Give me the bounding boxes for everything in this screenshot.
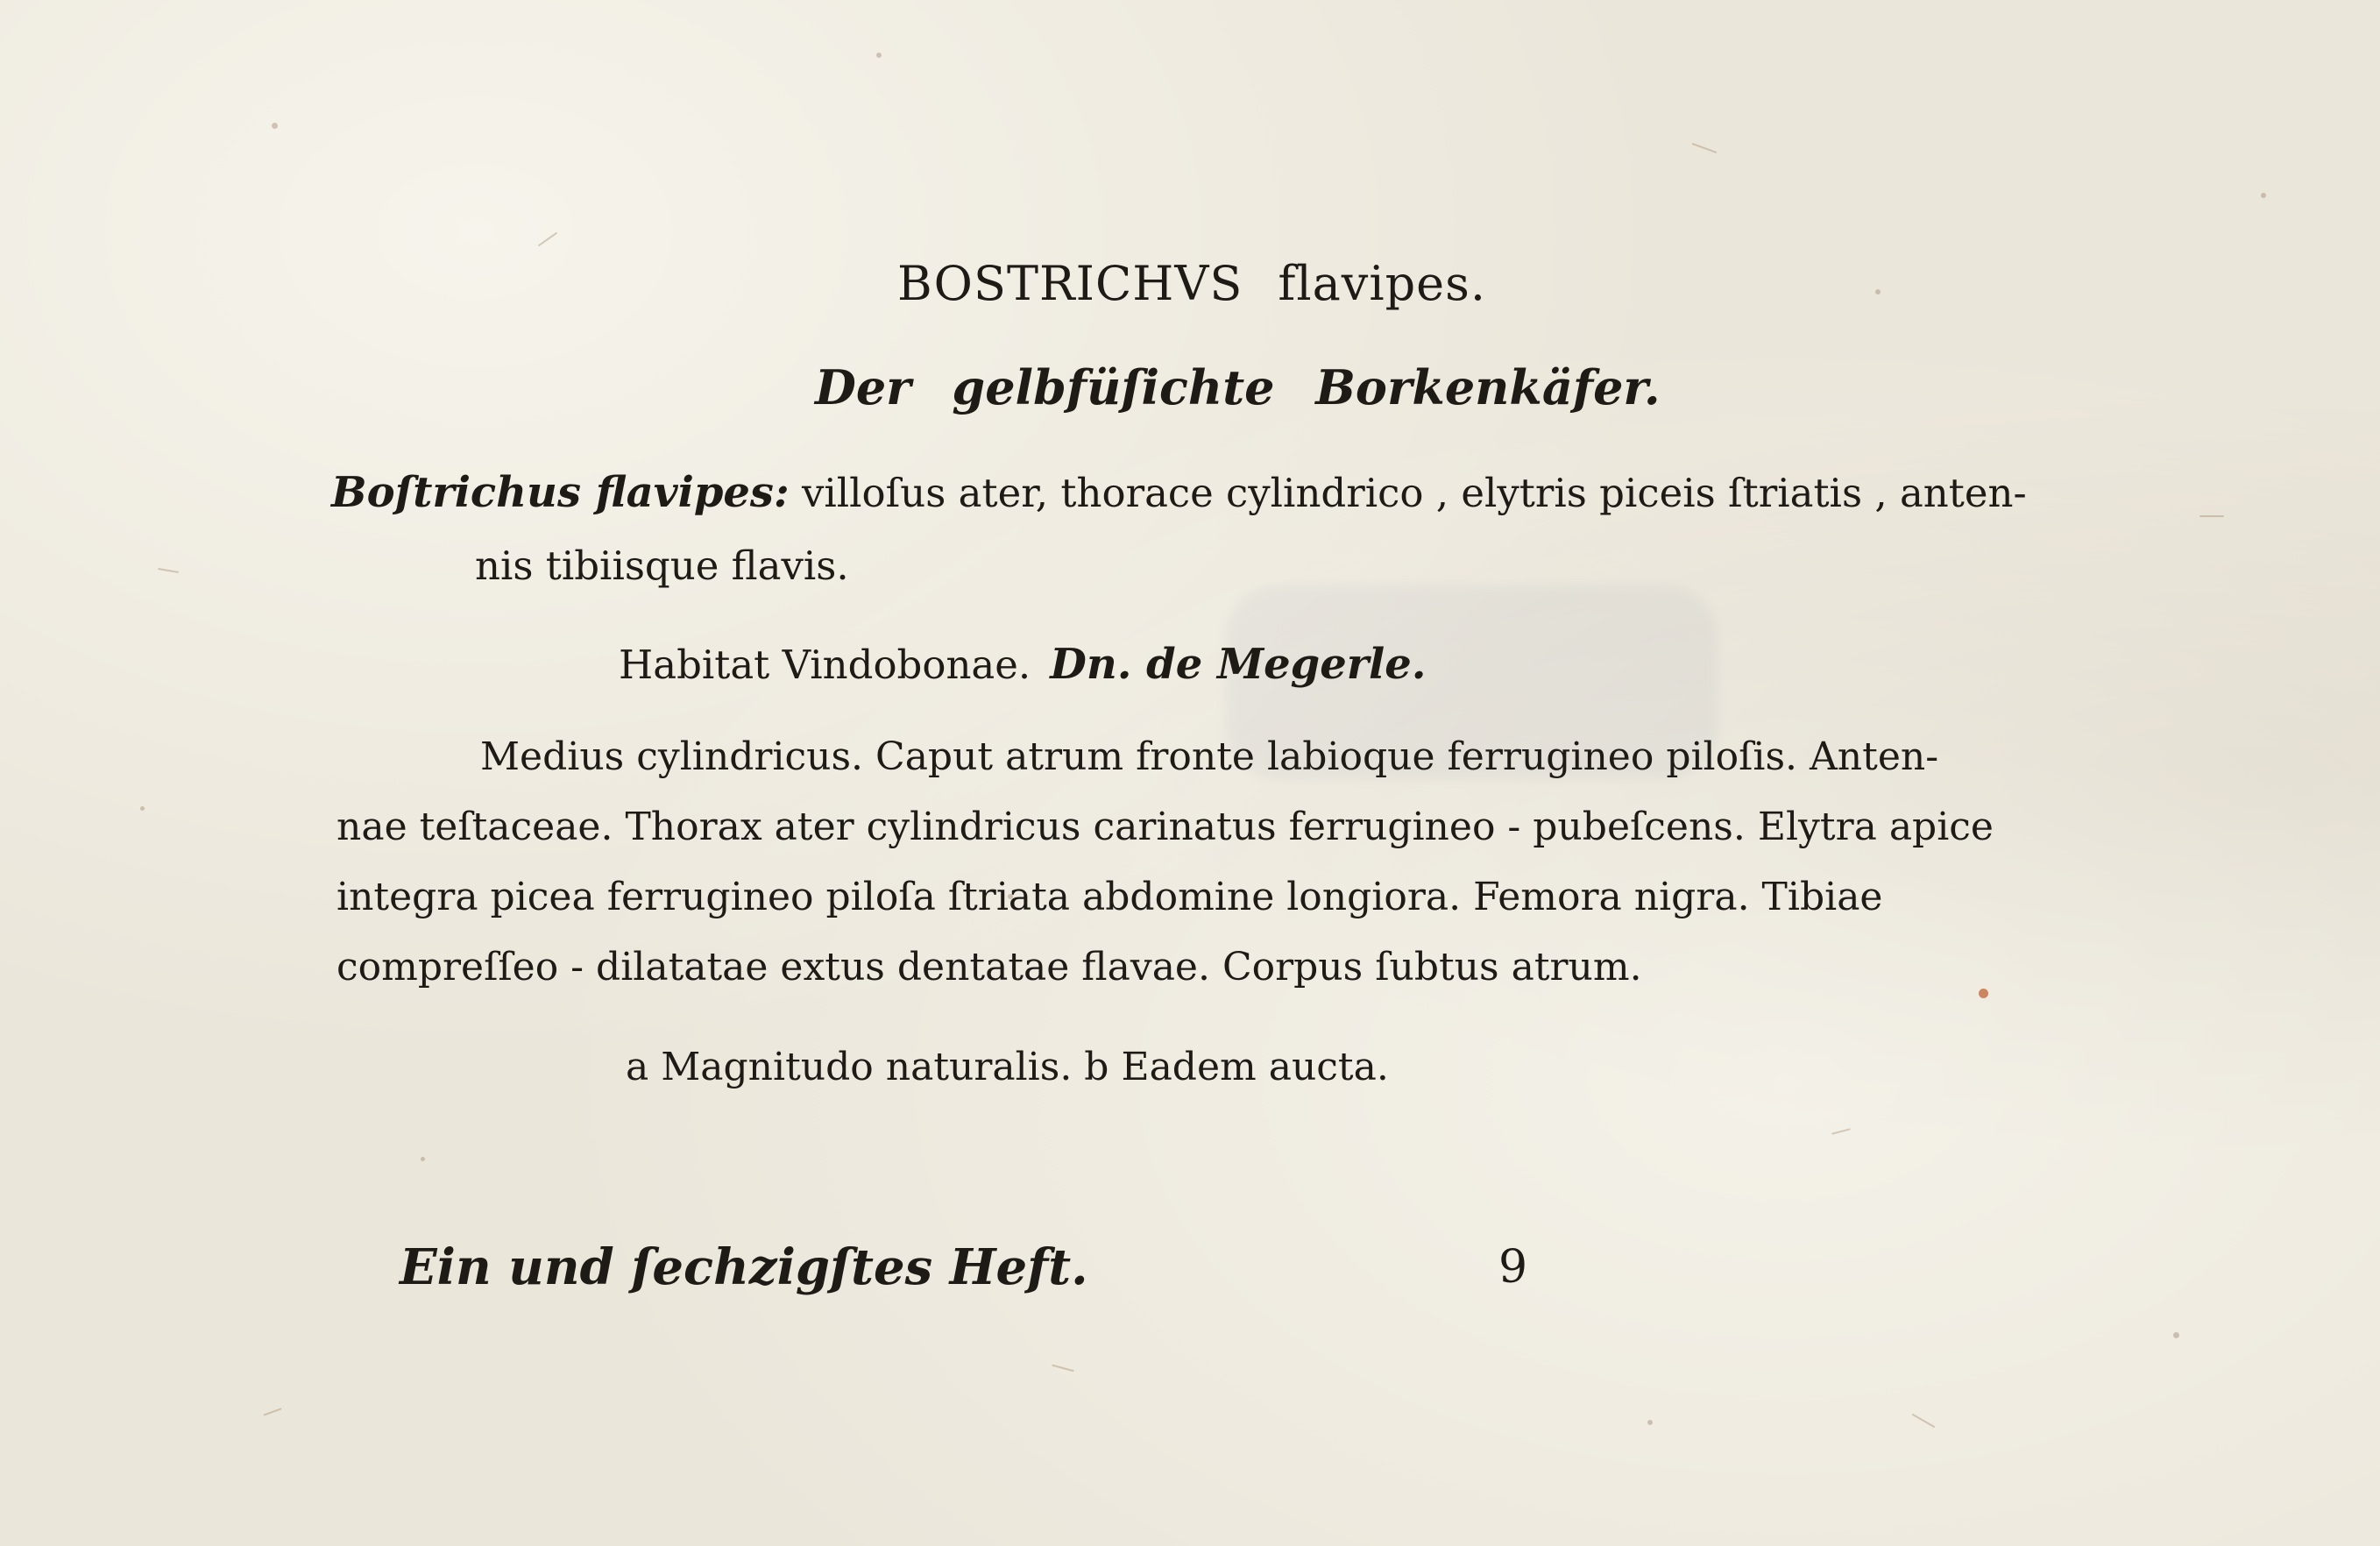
- description-line-1: Medius cylindricus. Caput atrum fronte labioque ferrugineo piloſis. Anten-: [480, 734, 1939, 779]
- paper-speck: [421, 1157, 425, 1161]
- species-name: flavipes.: [1278, 256, 1486, 311]
- paper-speck: [2173, 1332, 2179, 1338]
- paper-fiber: [1692, 143, 1718, 153]
- paper-speck: [1979, 989, 1988, 998]
- diagnosis-text: villoſus ater, thorace cylindrico , elytris piceis ſtriatis , anten-: [789, 470, 2027, 516]
- description-line-4: compreſſeo - dilatatae extus dentatae flavae. Corpus ſubtus atrum.: [336, 945, 1642, 989]
- habitat-line: [619, 640, 1427, 690]
- collector-name: Dn. de Megerle.: [1050, 640, 1427, 689]
- paper-speck: [876, 53, 882, 58]
- page-number: 9: [1498, 1241, 1528, 1294]
- paper-speck: [272, 123, 278, 129]
- diagnosis-lead: Boſtrichus flavipes:: [331, 468, 790, 517]
- paper-fiber: [158, 568, 179, 573]
- paper-speck: [1647, 1420, 1653, 1425]
- paper-speck: [1875, 289, 1881, 294]
- paper-fiber: [1052, 1365, 1074, 1372]
- figure-note: a Magnitudo naturalis. b Eadem aucta.: [626, 1045, 1389, 1089]
- paper-fiber: [2199, 515, 2224, 517]
- paper-fiber: [263, 1408, 281, 1415]
- description-line-3: integra picea ferrugineo piloſa ſtriata abdomine longiora. Femora nigra. Tibiae: [336, 875, 1883, 919]
- description-line-2: nae teſtaceae. Thorax ater cylindricus carinatus ferrugineo - pubeſcens. Elytra apice: [336, 805, 1994, 849]
- paper-speck: [2261, 193, 2266, 198]
- german-name: Der gelbfüſichte Borkenkäfer.: [815, 359, 1661, 415]
- genus-name: BOSTRICHVS: [897, 256, 1243, 311]
- paper-speck: [140, 806, 145, 811]
- issue-footer: Ein und ſechzigſtes Heft.: [400, 1238, 1088, 1296]
- paper-fiber: [1831, 1128, 1851, 1135]
- diagnosis-line-1: [331, 468, 2027, 518]
- paper-fiber: [538, 232, 557, 247]
- habitat-text: Habitat Vindobonae.: [619, 642, 1031, 688]
- species-title: [897, 256, 1486, 311]
- paper-fiber: [1912, 1414, 1936, 1429]
- diagnosis-line-2: nis tibiisque flavis.: [475, 543, 849, 589]
